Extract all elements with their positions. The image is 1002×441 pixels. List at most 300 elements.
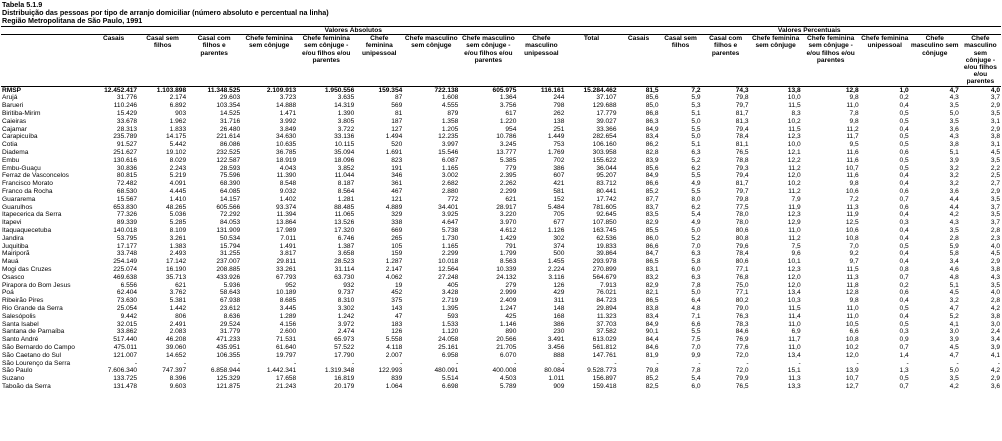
table-cell: 265 [391, 234, 403, 242]
table-cell: 155.622 [592, 156, 617, 164]
table-cell: 79,4 [735, 172, 749, 180]
table-cell: 772 [447, 195, 459, 203]
table-cell: 605.566 [216, 203, 241, 211]
table-cell: 3.302 [337, 304, 355, 312]
table-cell: 3.762 [169, 289, 187, 297]
table-cell: 7,8 [849, 110, 859, 118]
table-cell: 76,9 [735, 336, 749, 344]
table-cell: 78,0 [735, 219, 749, 227]
table-cell: 6.892 [169, 102, 187, 110]
table-cell: 19.833 [596, 242, 617, 250]
table-cell: 2.491 [169, 320, 187, 328]
table-cell: 3,1 [990, 141, 1000, 149]
table-cell: - [352, 359, 355, 367]
table-row [1, 180, 1001, 188]
municipality-name: Biritiba-Mirim [2, 110, 41, 118]
table-cell: 452 [391, 289, 403, 297]
table-cell: 9.528.773 [587, 367, 617, 375]
table-cell: 83,5 [645, 211, 659, 219]
table-cell: 88.485 [334, 203, 355, 211]
table-cell: 1.289 [279, 312, 297, 320]
municipality-name: Juquitiba [2, 242, 29, 250]
table-row [1, 133, 1001, 141]
table-cell: 106.160 [592, 141, 617, 149]
municipality-name: Franco da Rocha [2, 187, 53, 195]
table-cell: - [856, 359, 859, 367]
table-cell: 21.705 [496, 343, 517, 351]
table-cell: 0,8 [899, 265, 909, 273]
table-cell: 4,7 [949, 304, 959, 312]
table-cell: 5.558 [385, 336, 403, 344]
table-cell: 90,1 [645, 328, 659, 336]
table-cell: 2,8 [949, 234, 959, 242]
table-cell: 3,7 [990, 219, 1000, 227]
table-cell: 4,0 [990, 242, 1000, 250]
table-cell: 33.366 [596, 125, 617, 133]
table-cell: 0,3 [899, 328, 909, 336]
table-cell: 621 [175, 281, 187, 289]
table-cell: 3.849 [279, 125, 297, 133]
table-cell: 1.220 [499, 117, 517, 125]
table-cell: 2.682 [441, 180, 459, 188]
table-cell: 5.738 [441, 226, 459, 234]
table-cell: 10,7 [845, 375, 859, 383]
table-cell: 1.146 [499, 320, 517, 328]
table-cell: 121 [391, 195, 403, 203]
table-cell: 86,0 [645, 234, 659, 242]
table-cell: 85,5 [645, 226, 659, 234]
table-cell: 753 [553, 141, 565, 149]
municipality-name: Rio Grande da Serra [2, 304, 63, 312]
table-cell: 31.779 [219, 328, 241, 336]
table-cell: 6.858.944 [210, 367, 241, 375]
table-cell: 33.136 [334, 133, 355, 141]
table-cell: 9,2 [849, 250, 859, 258]
table-cell: 3.970 [499, 219, 517, 227]
table-cell: 386 [553, 164, 565, 172]
table-cell: 11,5 [846, 265, 859, 273]
table-cell: 64.085 [219, 187, 241, 195]
table-cell: 159.354 [378, 86, 403, 94]
table-cell: 1.120 [441, 328, 459, 336]
table-cell: - [400, 359, 403, 367]
table-cell: 18.919 [276, 156, 297, 164]
table-cell: 303.958 [592, 149, 617, 156]
table-cell: 143 [391, 304, 403, 312]
table-cell: - [698, 359, 701, 367]
table-cell: - [294, 359, 297, 367]
table-cell: 37.703 [596, 320, 617, 328]
table-cell: 76,8 [735, 273, 749, 281]
table-cell: 48.265 [165, 203, 187, 211]
table-cell: 10,8 [845, 234, 859, 242]
municipality-name: Itapevi [2, 219, 22, 227]
table-cell: 10.786 [496, 133, 517, 141]
table-cell: 3,9 [949, 336, 959, 344]
table-cell: 433.926 [216, 273, 241, 281]
table-cell: 79,0 [735, 304, 749, 312]
table-row [1, 383, 1001, 391]
table-cell: 11,2 [788, 187, 801, 195]
table-cell: 4,8 [949, 273, 959, 281]
table-cell: 0,5 [899, 141, 909, 149]
table-cell: 2.243 [169, 164, 187, 172]
table-cell: 10,0 [787, 94, 801, 102]
table-cell: 5.219 [169, 172, 187, 180]
table-body [1, 86, 1001, 391]
table-cell: 5.484 [547, 203, 565, 211]
table-cell: 11.065 [334, 211, 355, 219]
table-cell: 11,2 [788, 164, 801, 172]
table-cell: 19.797 [276, 351, 297, 359]
table-cell: 3,2 [949, 172, 959, 180]
table-cell: 5,9 [949, 242, 959, 250]
table-cell: 593 [447, 312, 459, 320]
table-cell: 5,4 [691, 375, 701, 383]
table-cell: 83,2 [645, 273, 659, 281]
table-cell: 3.925 [441, 211, 459, 219]
table-cell: 11,0 [846, 312, 859, 320]
table-cell: 1.494 [385, 133, 403, 141]
table-cell: 35.094 [334, 149, 355, 156]
table-cell: 27.248 [438, 273, 459, 281]
table-cell: 0,4 [899, 258, 909, 266]
table-cell: 3,2 [949, 180, 959, 188]
table-cell: 12,1 [787, 149, 801, 156]
table-cell: 1,4 [899, 351, 909, 359]
table-cell: 653.830 [113, 203, 138, 211]
table-cell: 39.060 [165, 343, 187, 351]
table-cell: 11,9 [788, 203, 801, 211]
table-cell: 28.917 [496, 203, 517, 211]
table-cell: 3,1 [990, 117, 1000, 125]
table-cell: 79,7 [735, 187, 749, 195]
table-cell: 82,8 [645, 149, 659, 156]
municipality-name: Mogi das Cruzes [2, 265, 52, 273]
table-cell: 72.292 [219, 211, 241, 219]
table-cell: 3.972 [337, 320, 355, 328]
municipality-name: Suzano [2, 375, 25, 383]
table-cell: 127 [391, 125, 403, 133]
table-row [1, 235, 1001, 243]
table-row [1, 328, 1001, 336]
table-cell: 244 [553, 94, 565, 102]
table-cell: 4.156 [279, 320, 297, 328]
table-cell: 5,2 [691, 234, 701, 242]
table-cell: 806 [175, 312, 187, 320]
table-cell: 517.440 [113, 336, 138, 344]
table-cell: 78,4 [735, 133, 749, 141]
table-cell: 4,1 [990, 351, 1000, 359]
table-cell: 2,9 [990, 187, 1000, 195]
table-cell: 10,7 [845, 164, 859, 172]
table-cell: 702 [553, 156, 565, 164]
table-cell: 0,4 [899, 180, 909, 188]
table-cell: 251 [553, 125, 565, 133]
table-number: Tabela 5.1.9 [2, 0, 43, 9]
table-cell: 613.029 [592, 336, 617, 344]
table-cell: 79,8 [645, 367, 659, 375]
table-cell: 4.445 [169, 187, 187, 195]
municipality-name: Ribeirão Pires [2, 297, 44, 305]
table-cell: 798 [553, 102, 565, 110]
table-cell: 72,0 [735, 351, 749, 359]
table-cell: 621 [505, 195, 517, 203]
table-cell: 2.409 [499, 297, 517, 305]
table-cell: 669 [391, 226, 403, 234]
table-cell: 9,9 [691, 351, 701, 359]
table-cell: 28.313 [116, 125, 138, 133]
table-cell: 6,0 [691, 265, 701, 273]
table-cell: 1.281 [337, 195, 355, 203]
table-cell: 5,3 [691, 102, 701, 110]
table-cell: 29.894 [596, 304, 617, 312]
table-cell: 5.036 [169, 211, 187, 219]
table-cell: 61.640 [276, 343, 297, 351]
group-percent-values: Valores Percentuais [618, 27, 1001, 35]
table-cell: - [237, 359, 241, 367]
table-cell: 1,3 [899, 367, 909, 375]
table-cell: 1.103.898 [156, 86, 187, 94]
table-cell: 23.612 [219, 304, 241, 312]
table-cell: 1.358 [441, 117, 459, 125]
group-blank [1, 27, 89, 35]
table-cell: 133.725 [113, 375, 138, 383]
table-row [1, 274, 1001, 282]
table-cell: 5,5 [691, 328, 701, 336]
table-cell: 4,9 [691, 219, 701, 227]
table-cell: 85,2 [645, 187, 659, 195]
table-cell: 78,8 [735, 156, 749, 164]
table-cell: 5,1 [949, 281, 959, 289]
table-cell: 86,5 [645, 297, 659, 305]
table-cell: 7.011 [280, 234, 297, 242]
table-cell: 2.147 [385, 265, 403, 273]
table-cell: 2.299 [499, 187, 517, 195]
table-cell: 126 [391, 328, 403, 336]
table-cell: 1.449 [547, 133, 565, 141]
table-cell: 3,5 [949, 117, 959, 125]
table-cell: 11,7 [846, 133, 859, 141]
table-cell: 10,2 [787, 180, 801, 188]
table-cell: 81,7 [735, 180, 749, 188]
table-cell: 130.616 [113, 156, 138, 164]
table-cell: 7,8 [691, 367, 701, 375]
table-cell: 86,5 [645, 258, 659, 266]
table-cell: 0,4 [899, 234, 909, 242]
table-cell: 1.011 [548, 375, 565, 383]
table-cell: 11,5 [788, 304, 801, 312]
table-cell: 116.161 [540, 86, 565, 94]
table-cell: 3.116 [548, 273, 565, 281]
table-cell: 3,7 [990, 203, 1000, 211]
table-cell: 2.999 [499, 289, 517, 297]
municipality-name: Poá [2, 289, 14, 297]
table-cell: 467 [391, 187, 403, 195]
table-cell: 84,9 [645, 320, 659, 328]
table-cell: 6,3 [691, 149, 701, 156]
table-cell: 11,6 [846, 149, 859, 156]
table-cell: 2,9 [990, 102, 1000, 110]
table-cell: 1.165 [441, 242, 459, 250]
table-cell: 93.374 [276, 203, 297, 211]
table-cell: 33.678 [116, 117, 138, 125]
table-cell: 11.394 [276, 211, 297, 219]
table-cell: 47 [394, 312, 403, 320]
table-cell: 405 [447, 281, 459, 289]
table-cell: 903 [175, 110, 187, 118]
table-cell: 5,0 [691, 133, 701, 141]
table-cell: 4,3 [990, 273, 1000, 281]
table-cell: 6.958 [441, 351, 459, 359]
table-cell: 3,5 [949, 375, 959, 383]
table-cell: 62.536 [596, 234, 617, 242]
table-cell: 0,4 [899, 211, 909, 219]
table-cell: 84,7 [645, 250, 659, 258]
table-cell: 1.429 [499, 234, 517, 242]
table-cell: 77,6 [735, 343, 749, 351]
table-cell: 86,6 [645, 180, 659, 188]
table-cell: 232.525 [216, 149, 241, 156]
table-cell: 6.556 [120, 281, 138, 289]
table-cell: 1.064 [385, 382, 403, 390]
table-cell: 191 [391, 164, 403, 172]
table-cell: 71.531 [276, 336, 297, 344]
table-cell: 14.319 [334, 102, 355, 110]
table-row [1, 172, 1001, 180]
table-cell: 6,0 [691, 382, 701, 390]
table-cell: 9.737 [337, 289, 355, 297]
table-cell: 17.742 [596, 195, 617, 203]
table-cell: 84,4 [645, 336, 659, 344]
table-cell: 471.233 [216, 336, 241, 344]
table-cell: 3,8 [990, 265, 1000, 273]
table-cell: 0,2 [899, 94, 909, 102]
table-row [1, 102, 1001, 110]
table-cell: 4.062 [385, 273, 403, 281]
table-cell: 1.491 [279, 242, 297, 250]
table-cell: 3.445 [279, 304, 297, 312]
table-cell: 79,4 [735, 125, 749, 133]
table-cell: 4,2 [990, 304, 1000, 312]
table-cell: 5.381 [169, 297, 187, 305]
table-cell: 5,5 [691, 187, 701, 195]
table-cell: 11,3 [788, 375, 801, 383]
table-cell: 16.190 [165, 265, 187, 273]
table-cell: 909 [553, 382, 565, 390]
table-cell: 952 [285, 281, 297, 289]
table-cell: 2.174 [169, 94, 187, 102]
table-cell: 8.109 [169, 226, 187, 234]
municipality-name: Cotia [2, 141, 18, 149]
table-cell: 20.566 [496, 336, 517, 344]
table-cell: 11,0 [788, 343, 801, 351]
table-cell: 0,7 [899, 273, 909, 281]
table-cell: 1.833 [169, 125, 187, 133]
table-cell: 84,6 [735, 328, 749, 336]
table-cell: 1.799 [499, 250, 517, 258]
column-header: Chefe feminina unipessoal [860, 35, 910, 86]
table-cell: 4,3 [949, 133, 959, 141]
table-cell: 0,5 [899, 320, 909, 328]
table-row [1, 110, 1001, 118]
table-cell: 607 [553, 172, 565, 180]
table-cell: 11,0 [846, 102, 859, 110]
table-row [1, 313, 1001, 321]
table-cell: 3,5 [990, 211, 1000, 219]
table-cell: 80,8 [735, 234, 749, 242]
table-cell: 3.456 [547, 343, 565, 351]
table-cell: 105 [391, 242, 403, 250]
table-cell: 33.862 [116, 328, 138, 336]
table-cell: 14.525 [219, 110, 241, 118]
table-cell: 5,0 [691, 226, 701, 234]
table-cell: 19.102 [165, 149, 187, 156]
table-cell: 4,4 [949, 195, 959, 203]
table-cell: 187 [391, 117, 403, 125]
table-cell: 29.811 [276, 258, 297, 266]
table-cell: 0,5 [899, 156, 909, 164]
table-row [1, 282, 1001, 290]
table-cell: 11,7 [788, 336, 801, 344]
table-cell: 77.326 [116, 211, 138, 219]
table-cell: 53.795 [116, 234, 138, 242]
table-cell: 12,2 [787, 156, 801, 164]
table-cell: 1.442.341 [266, 367, 297, 375]
table-cell: 4,5 [990, 149, 1000, 156]
table-cell: 84,9 [645, 125, 659, 133]
table-cell: 10,0 [787, 141, 801, 149]
table-cell: 121.875 [216, 382, 241, 390]
table-row [1, 94, 1001, 102]
table-cell: 2.493 [169, 250, 187, 258]
table-cell: 4,1 [949, 320, 959, 328]
table-row [1, 360, 1001, 368]
table-cell: 4,3 [949, 94, 959, 102]
table-cell: 10.018 [438, 258, 459, 266]
municipality-name: Cajamar [2, 125, 27, 133]
table-cell: 3,4 [949, 258, 959, 266]
table-cell: 87 [394, 94, 403, 102]
table-row [1, 188, 1001, 196]
table-cell: 13,9 [845, 367, 859, 375]
table-cell: 85,0 [645, 102, 659, 110]
table-cell: 254.149 [113, 258, 138, 266]
table-cell: 85,6 [645, 164, 659, 172]
table-cell: 8.564 [337, 187, 355, 195]
table-cell: 3.723 [279, 94, 297, 102]
table-cell: 7,5 [791, 242, 801, 250]
table-cell: 29.524 [219, 320, 241, 328]
table-cell: 5.514 [441, 375, 459, 383]
column-header: Casais [89, 35, 138, 86]
table-cell: 329 [391, 211, 403, 219]
table-cell: 4,9 [691, 180, 701, 188]
table-cell: 3,8 [990, 133, 1000, 141]
table-cell: 72,0 [735, 367, 749, 375]
column-header: Chefe masculino unipessoal [517, 35, 565, 86]
table-cell: 1.442 [169, 304, 187, 312]
table-cell: 79,7 [735, 102, 749, 110]
table-cell: - [134, 359, 138, 367]
table-cell: 77,1 [735, 265, 749, 273]
table-cell: 4,3 [949, 219, 959, 227]
table-cell: 17.989 [276, 226, 297, 234]
table-cell: 1.387 [337, 242, 355, 250]
data-table [1, 26, 1001, 391]
table-cell: 12,7 [845, 382, 859, 390]
table-cell: 84,6 [645, 343, 659, 351]
